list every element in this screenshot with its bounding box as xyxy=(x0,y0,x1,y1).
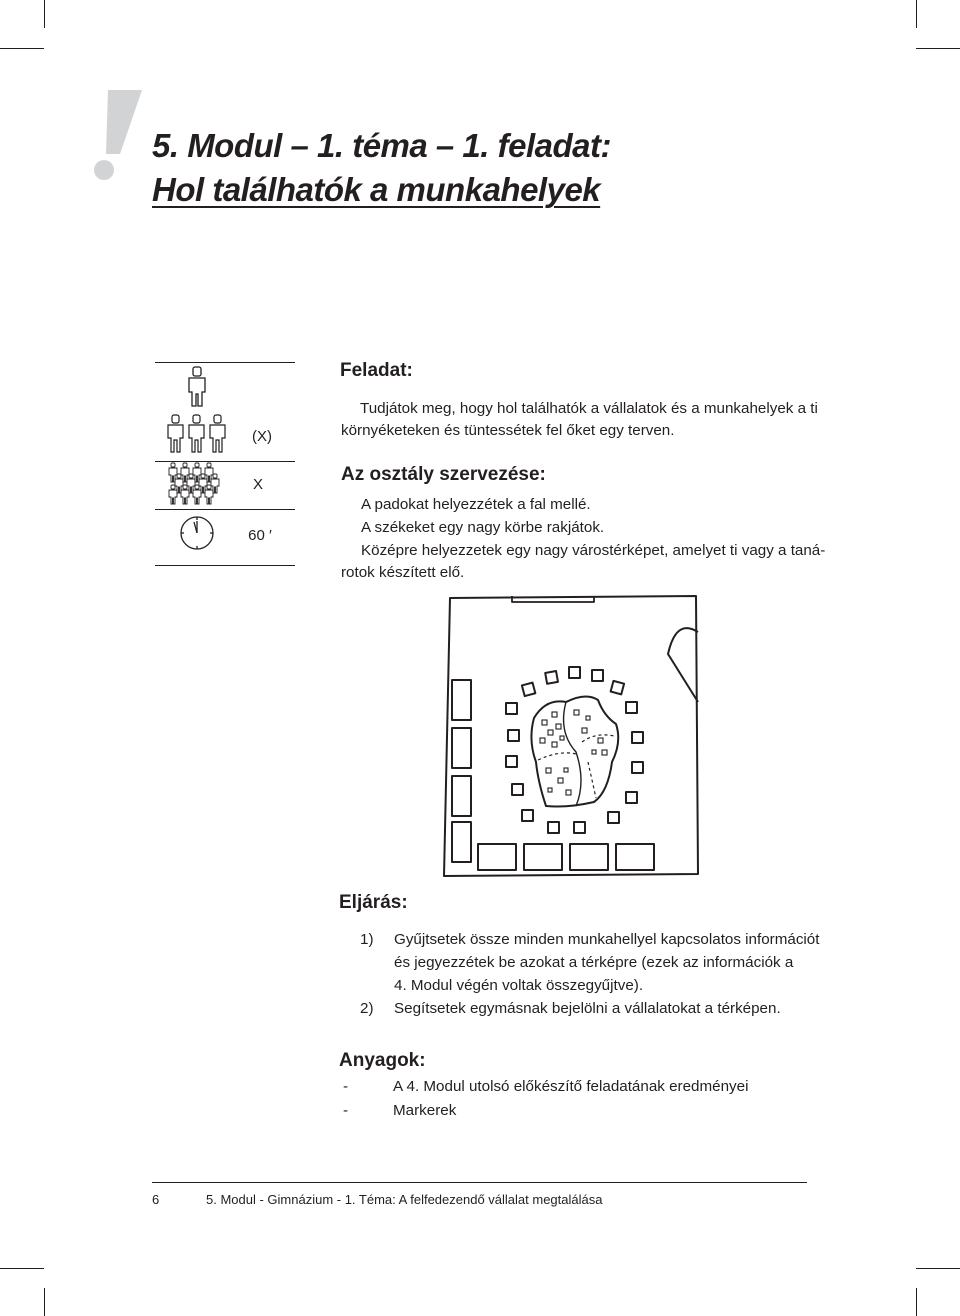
single-person-icon xyxy=(184,366,210,408)
procedure-item-line: Segítsetek egymásnak bejelölni a vállalatokat a térképen. xyxy=(394,1000,781,1017)
materials-dash: - xyxy=(343,1078,349,1095)
duration-label: 60 ′ xyxy=(248,527,272,544)
procedure-item-line: és jegyezzétek be azokat a térképre (ezek az információk a xyxy=(394,954,794,971)
materials-item xyxy=(343,1075,748,1099)
procedure-list xyxy=(360,928,819,1020)
organization-line-1: A padokat helyezzétek a fal mellé. xyxy=(361,496,591,513)
organization-heading: Az osztály szervezése: xyxy=(341,464,546,485)
task-line-1: Tudjátok meg, hogy hol találhatók a vállalatok és a munkahelyek a ti xyxy=(360,400,818,417)
procedure-item-number: 2) xyxy=(360,1000,374,1017)
clock-icon xyxy=(178,514,216,552)
procedure-item-line: Gyűjtsetek össze minden munkahellyel kapcsolatos információt xyxy=(394,931,820,948)
page-title-line2: Hol találhatók a munkahelyek xyxy=(152,171,601,208)
organization-line-3: Középre helyezzetek egy nagy várostérképet, amelyet ti vagy a taná- xyxy=(361,542,826,559)
footer-text: 5. Modul - Gimnázium - 1. Téma: A felfedezendő vállalat megtalálása xyxy=(206,1192,603,1207)
task-line-2: környéketeken és tüntessétek fel őket egy terven. xyxy=(341,422,675,439)
group-of-three-icon xyxy=(165,414,229,456)
procedure-item-line: 4. Modul végén voltak összegyűjtve). xyxy=(394,977,644,994)
materials-item-text: A 4. Modul utolsó előkészítő feladatának eredményei xyxy=(393,1078,749,1095)
page-title-line1: 5. Modul – 1. téma – 1. feladat: xyxy=(152,127,611,164)
task-heading: Feladat: xyxy=(340,360,413,381)
procedure-item xyxy=(360,928,819,997)
materials-item-text: Markerek xyxy=(393,1102,457,1119)
procedure-item xyxy=(360,997,819,1020)
whole-class-icon xyxy=(167,462,227,506)
page-number: 6 xyxy=(152,1192,160,1207)
procedure-item-number: 1) xyxy=(360,931,374,948)
organization-line-2: A székeket egy nagy körbe rakjátok. xyxy=(361,519,605,536)
procedure-heading: Eljárás: xyxy=(339,892,408,913)
materials-list xyxy=(343,1075,748,1123)
classroom-layout-drawing xyxy=(436,592,712,882)
organization-line-4: rotok készített elő. xyxy=(341,564,465,581)
materials-dash: - xyxy=(343,1102,349,1119)
pair-work-label: (X) xyxy=(252,428,272,445)
exclamation-icon xyxy=(86,86,146,186)
class-work-label: X xyxy=(252,476,263,493)
materials-item xyxy=(343,1099,748,1123)
footer-rule xyxy=(152,1182,807,1183)
materials-heading: Anyagok: xyxy=(339,1050,426,1071)
